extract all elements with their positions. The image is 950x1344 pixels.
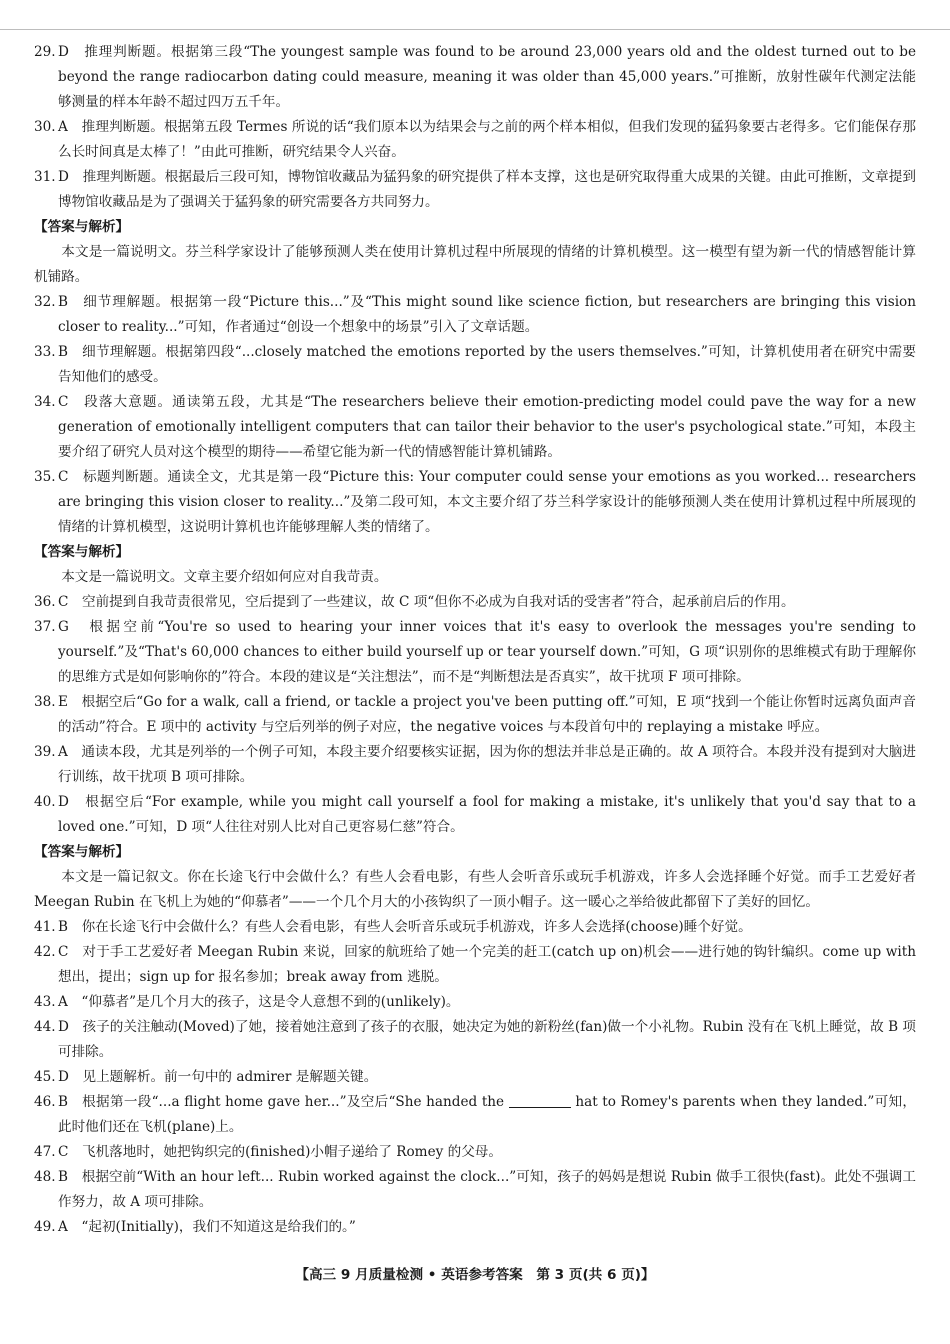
item-number: 43. [34, 994, 56, 1010]
item-number: 33. [34, 344, 56, 360]
item-number: 35. [34, 469, 56, 485]
item-text: A 推理判断题。根据第五段 Termes 所说的话“我们原本以为结果会与之前的两个样本相似，但我们发现的猛犸象要古老得多。它们能保存那么长时间真是太棒了！”由此可推断，研究结果令人兴奋。 [58, 119, 916, 160]
answer-item-47 [34, 1140, 916, 1165]
item-text: D 推理判断题。根据最后三段可知，博物馆收藏品为猛犸象的研究提供了样本支撑，这也是研究取得重大成果的关键。由此可推断，文章提到博物馆收藏品是为了强调关于猛犸象的研究需要各方共同努力。 [58, 169, 916, 210]
item-number: 49. [34, 1219, 56, 1235]
passage-summary: 本文是一篇记叙文。你在长途飞行中会做什么？有些人会看电影，有些人会听音乐或玩手机游戏，许多人会选择睡个好觉。而手工艺爱好者 Meegan Rubin 在飞机上为她的“仰慕者”——一个几个月大的小孩钩织了一顶小帽子。这一暖心之举给彼此都留下了美好的回忆。 [34, 869, 916, 910]
item-text: A 通读本段，尤其是列举的一个例子可知，本段主要介绍要核实证据，因为你的想法并非总是正确的。故 A 项符合。本段并没有提到对大脑进行训练，故干扰项 B 项可排除。 [58, 744, 916, 785]
answer-item-43 [34, 990, 916, 1015]
item-number: 44. [34, 1019, 56, 1035]
item-text: G 根据空前“You're so used to hearing your inner voices that it's easy to overlook the messages you're sending to yourself.”及“That's 60,000 chances to either build yourself up or tear yourself down.”可知，G 项“识别你的思维模式有助于理解你的思维方式是如何影响你的”符合。本段的建议是“关注想法”，而不是“判断想法是否真实”，故干扰项 F 项可排除。 [58, 619, 916, 685]
item-number: 41. [34, 919, 56, 935]
item-text: D 根据空后“For example, while you might call yourself a fool for making a mistake, it's unlikely that you'd say that to a loved one.”可知，D 项“人往往对别人比对自己更容易仁慈”符合。 [58, 794, 916, 835]
section-heading: 【答案与解析】 [34, 544, 130, 560]
answer-item-29 [34, 40, 916, 115]
item-number: 36. [34, 594, 56, 610]
item-text-before-blank: B 根据第一段“...a flight home gave her...”及空后“She handed the [58, 1094, 505, 1110]
answer-item-32 [34, 290, 916, 340]
answer-item-38 [34, 690, 916, 740]
item-number: 39. [34, 744, 56, 760]
item-text: D 孩子的关注触动(Moved)了她，接着她注意到了孩子的衣服，她决定为她的新粉丝(fan)做一个小礼物。Rubin 没有在飞机上睡觉，故 B 项可排除。 [58, 1019, 916, 1060]
item-number: 31. [34, 169, 56, 185]
item-text-after-blank: hat to Romey's parents when they landed.”可知，此时他们还在飞机(plane)上。 [58, 1094, 917, 1135]
answer-item-48 [34, 1165, 916, 1215]
item-text: C 飞机落地时，她把钩织完的(finished)小帽子递给了 Romey 的父母。 [58, 1144, 502, 1160]
answer-item-40 [34, 790, 916, 840]
item-text: C 标题判断题。通读全文，尤其是第一段“Picture this: Your computer could sense your emotions as you worked... researchers are bringing this vision closer to reality...”及第二段可知，本文主要介绍了芬兰科学家设计的能够预测人类在使用计算机过程中所展现的情绪的计算机模型，这说明计算机也许能够理解人类的情绪了。 [58, 469, 916, 535]
item-number: 30. [34, 119, 56, 135]
item-text: D 推理判断题。根据第三段“The youngest sample was found to be around 23,000 years old and the oldest turned out to be beyond the range radiocarbon dating could measure, meaning it was older than 45,000 years.”可推断，放射性碳年代测定法能够测量的样本年龄不超过四万五千年。 [58, 44, 916, 110]
item-number: 47. [34, 1144, 56, 1160]
page-footer: 【高三 9 月质量检测 • 英语参考答案 第 3 页(共 6 页)】 [295, 1267, 655, 1283]
answer-item-34 [34, 390, 916, 465]
answer-item-45 [34, 1065, 916, 1090]
answer-item-44 [34, 1015, 916, 1065]
item-text: C 空前提到自我苛责很常见，空后提到了一些建议，故 C 项“但你不必成为自我对话的受害者”符合，起承前启后的作用。 [58, 594, 795, 610]
answer-item-46 [34, 1090, 916, 1140]
fill-in-blank [509, 1093, 571, 1108]
item-text: B 你在长途飞行中会做什么？有些人会看电影，有些人会听音乐或玩手机游戏，许多人会选择(choose)睡个好觉。 [58, 919, 752, 935]
answer-item-31 [34, 165, 916, 215]
answer-item-33 [34, 340, 916, 390]
answer-item-30 [34, 115, 916, 165]
item-number: 29. [34, 44, 56, 60]
answer-item-37 [34, 615, 916, 690]
item-text: A “仰慕者”是几个月大的孩子，这是令人意想不到的(unlikely)。 [58, 994, 460, 1010]
item-number: 40. [34, 794, 56, 810]
item-number: 32. [34, 294, 56, 310]
item-number: 46. [34, 1094, 56, 1110]
answer-content [34, 40, 916, 1240]
item-number: 42. [34, 944, 56, 960]
section-heading: 【答案与解析】 [34, 844, 130, 860]
item-text: A “起初(Initially)，我们不知道这是给我们的。” [58, 1219, 356, 1235]
answer-item-36 [34, 590, 916, 615]
item-text: B 细节理解题。根据第四段“...closely matched the emotions reported by the users themselves.”可知，计算机使用者在研究中需要告知他们的感受。 [58, 344, 916, 385]
passage-summary: 本文是一篇说明文。文章主要介绍如何应对自我苛责。 [61, 569, 388, 585]
item-number: 48. [34, 1169, 56, 1185]
passage-summary: 本文是一篇说明文。芬兰科学家设计了能够预测人类在使用计算机过程中所展现的情绪的计算机模型。这一模型有望为新一代的情感智能计算机铺路。 [34, 244, 916, 285]
item-text: B 细节理解题。根据第一段“Picture this...”及“This might sound like science fiction, but researchers are bringing this vision closer to reality...”可知，作者通过“创设一个想象中的场景”引入了文章话题。 [58, 294, 916, 335]
item-text: C 对于手工艺爱好者 Meegan Rubin 来说，回家的航班给了她一个完美的赶工(catch up on)机会——进行她的钩针编织。come up with 想出，提出；sign up for 报名参加；break away from 逃脱。 [58, 944, 916, 985]
section-heading: 【答案与解析】 [34, 219, 130, 235]
answer-item-49 [34, 1215, 916, 1240]
item-text: E 根据空后“Go for a walk, call a friend, or tackle a project you've been putting off.”可知，E 项“找到一个能让你暂时远离负面声音的活动”符合。E 项中的 activity 与空后列举的例子对应，the negative voices 与本段首句中的 replaying a mistake 呼应。 [58, 694, 916, 735]
answer-item-42 [34, 940, 916, 990]
item-number: 38. [34, 694, 56, 710]
item-number: 37. [34, 619, 56, 635]
answer-item-41 [34, 915, 916, 940]
answer-item-39 [34, 740, 916, 790]
answer-item-35 [34, 465, 916, 540]
top-divider [0, 29, 950, 30]
item-text: B 根据空前“With an hour left... Rubin worked against the clock...”可知，孩子的妈妈是想说 Rubin 做手工很快(fast)。此处不强调工作努力，故 A 项可排除。 [58, 1169, 916, 1210]
item-number: 34. [34, 394, 56, 410]
item-text: C 段落大意题。通读第五段，尤其是“The researchers believe their emotion-predicting model could pave the way for a new generation of emotionally intelligent computers that can tailor their behavior to the user's psychological state.”可知，本段主要介绍了研究人员对这个模型的期待——希望它能为新一代的情感智能计算机铺路。 [58, 394, 916, 460]
item-number: 45. [34, 1069, 56, 1085]
item-text: D 见上题解析。前一句中的 admirer 是解题关键。 [58, 1069, 378, 1085]
